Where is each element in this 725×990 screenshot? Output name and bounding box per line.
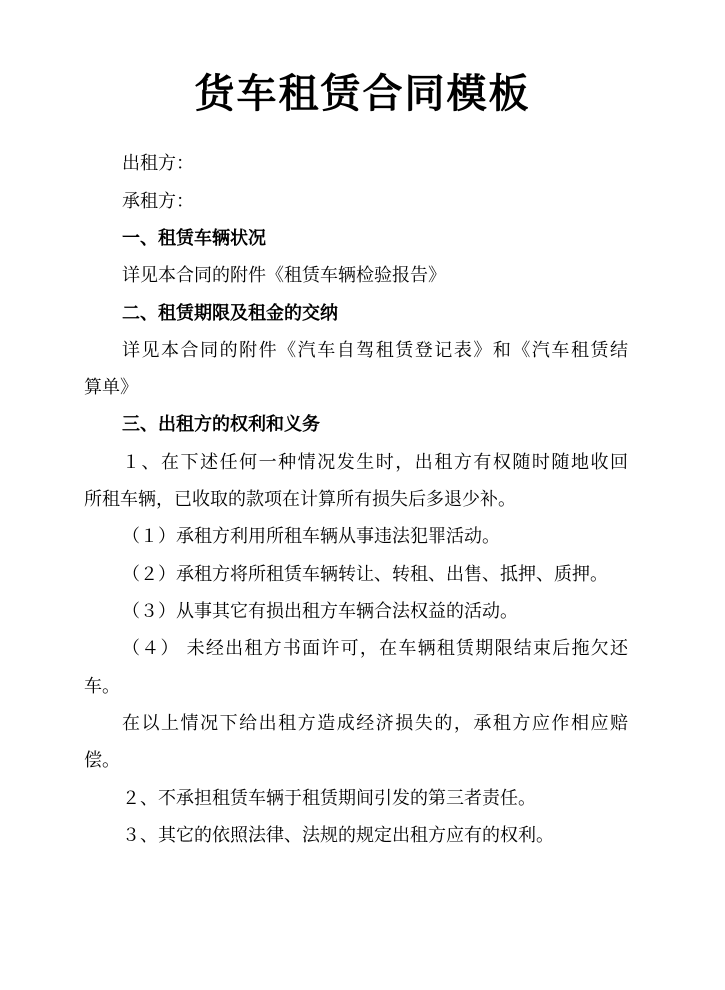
- lessor-line: 出租方：: [122, 153, 194, 174]
- document-title: 货车租赁合同模板: [194, 71, 531, 117]
- section-2-heading: 二、租赁期限及租金的交纳: [122, 303, 338, 324]
- clause-1-item-3: （３）从事其它有损出租方车辆合法权益的活动。: [122, 601, 518, 622]
- clause-1-item-2: （２）承租方将所租赁车辆转让、转租、出售、抵押、质押。: [122, 564, 608, 585]
- clause-1-line-1: １、在下述任何一种情况发生时，出租方有权随时随地收回: [122, 452, 628, 473]
- clause-1-item-4-line-2: 车。: [84, 676, 120, 697]
- clause-1-item-1: （１）承租方利用所租车辆从事违法犯罪活动。: [122, 526, 500, 547]
- section-2-text-line-1: 详见本合同的附件《汽车自驾租赁登记表》和《汽车租赁结: [122, 340, 628, 361]
- clause-1-line-2: 所租车辆，已收取的款项在计算所有损失后多退少补。: [84, 489, 516, 510]
- clause-3: ３、其它的依照法律、法规的规定出租方应有的权利。: [122, 825, 554, 846]
- clause-1-item-4-line-1: （４） 未经出租方书面许可，在车辆租赁期限结束后拖欠还: [122, 638, 628, 659]
- section-2-text-line-2: 算单》: [84, 377, 138, 398]
- compensation-line-2: 偿。: [84, 750, 120, 771]
- section-1-heading: 一、租赁车辆状况: [122, 228, 266, 249]
- section-3-heading: 三、出租方的权利和义务: [122, 414, 320, 435]
- compensation-line-1: 在以上情况下给出租方造成经济损失的，承租方应作相应赔: [122, 713, 628, 734]
- clause-2: ２、不承担租赁车辆于租赁期间引发的第三者责任。: [122, 788, 536, 809]
- section-1-text: 详见本合同的附件《租赁车辆检验报告》: [122, 265, 446, 286]
- lessee-line: 承租方：: [122, 191, 194, 212]
